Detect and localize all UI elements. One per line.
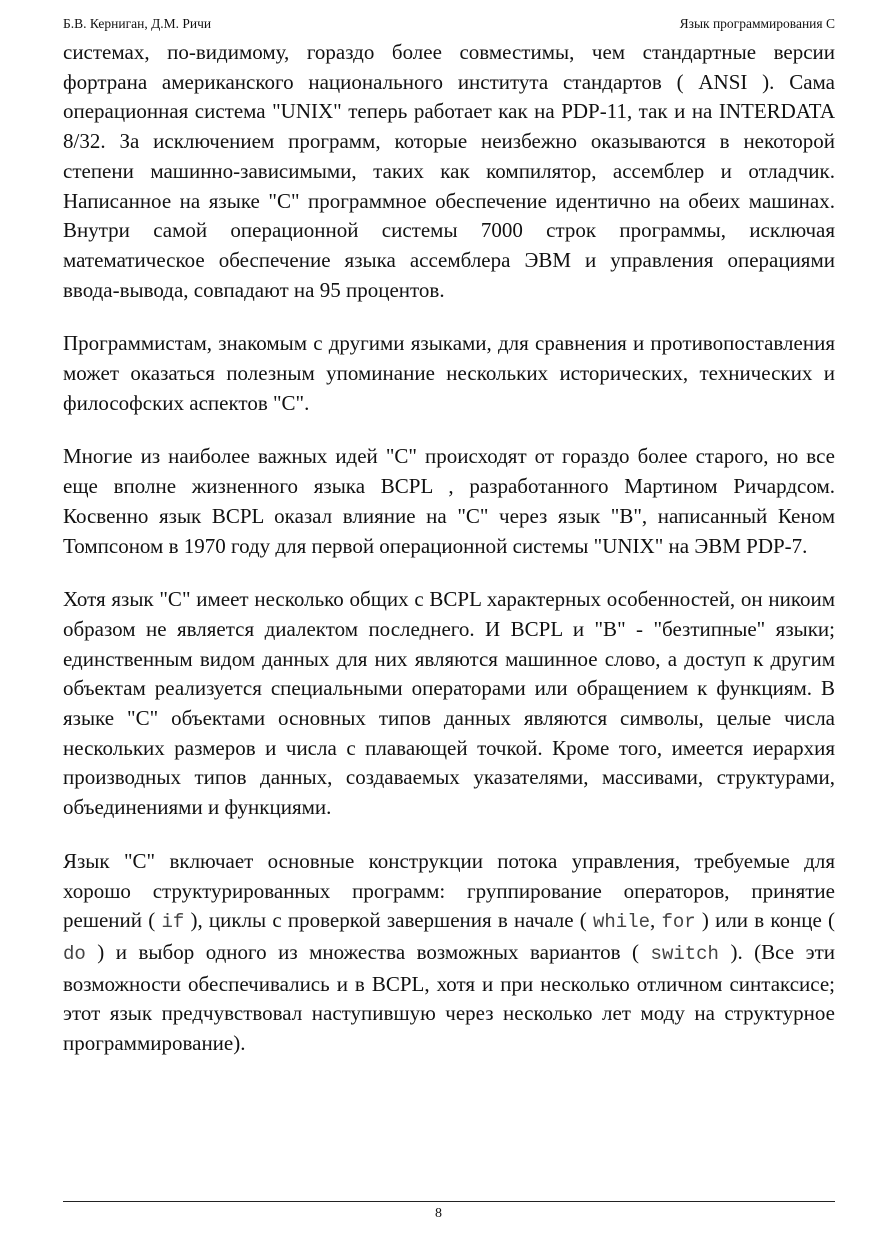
page-number: 8 [435, 1206, 442, 1221]
paragraph-5-text-1: Язык "C" включает основные конструкции потока управления, требуемые для хорошо структурированных программ: группирование операторов, принятие решений ( [63, 848, 835, 933]
paragraph-3: Многие из наиболее важных идей "C" происходят от гораздо более старого, но все еще вполне жизненного языка BCPL , разработанного Мартином Ричардсом. Косвенно язык BCPL оказал влияние на "C" через язык "B", написанный Кеном Томпсоном в 1970 году для первой операционной системы "UNIX" на ЭВМ PDP-7. [63, 444, 835, 558]
code-for: for [661, 911, 696, 934]
paragraph-4: Хотя язык "C" имеет несколько общих с BCPL характерных особенностей, он никоим образом не является диалектом последнего. И BCPL и "B" - "безтипные" языки; единственным видом данных для них являются машинное слово, а доступ к другим объектам реализуется специальными операторами или обращением к функциям. В языке "C" объектами основных типов данных являются символы, целые числа нескольких размеров и числа с плавающей точкой. Кроме того, имеется иерархия производных типов данных, создаваемых указателями, массивами, структурами, объединениями и функциями. [63, 587, 835, 820]
code-switch: switch [650, 942, 719, 965]
paragraph-2: Программистам, знакомым с другими языками, для сравнения и противопоставления может оказаться полезным упоминание нескольких исторических, технических и философских аспектов "C". [63, 331, 835, 415]
paragraph-5-text-5: ) и выбор одного из множества возможных вариантов ( [85, 939, 651, 964]
code-do: do [63, 942, 86, 965]
paragraph-5-text-4: ) или в конце ( [695, 908, 835, 933]
paragraph-1: системах, по-видимому, гораздо более совместимы, чем стандартные версии фортрана американского национального института стандартов ( ANSI ). Сама операционная система "UNIX" теперь работает как на PDP-11, так и на INTERDATA 8/32. За исключением программ, которые неизбежно оказываются в некоторой степени машинно-зависимыми, таких как компилятор, ассемблер и отладчик. Написанное на языке "C" программное обеспечение идентично на обеих машинах. Внутри самой операционной системы 7000 строк программы, исключая математическое обеспечение языка ассемблера ЭВМ и управления операциями ввода-вывода, совпадают на 95 процентов. [63, 40, 835, 302]
paragraph-5 [63, 847, 835, 1059]
paragraph-5-text-3: , [650, 908, 662, 933]
footer-divider [63, 1201, 835, 1202]
header-authors: Б.В. Керниган, Д.М. Ричи [63, 16, 212, 31]
page-header [63, 16, 835, 36]
code-if: if [161, 911, 185, 934]
paragraph-5-text-6: ). (Все эти возможности обеспечивались и в BCPL, хотя и при несколько отличном синтаксисе; этот язык предчувствовал наступившую через несколько лет моду на структурное программирование). [63, 939, 835, 1056]
code-while: while [593, 911, 651, 934]
header-book-title: Язык программирования С [679, 16, 835, 31]
page-body [63, 38, 835, 1059]
paragraph-5-text-2: ), циклы с проверкой завершения в начале ( [184, 908, 593, 933]
